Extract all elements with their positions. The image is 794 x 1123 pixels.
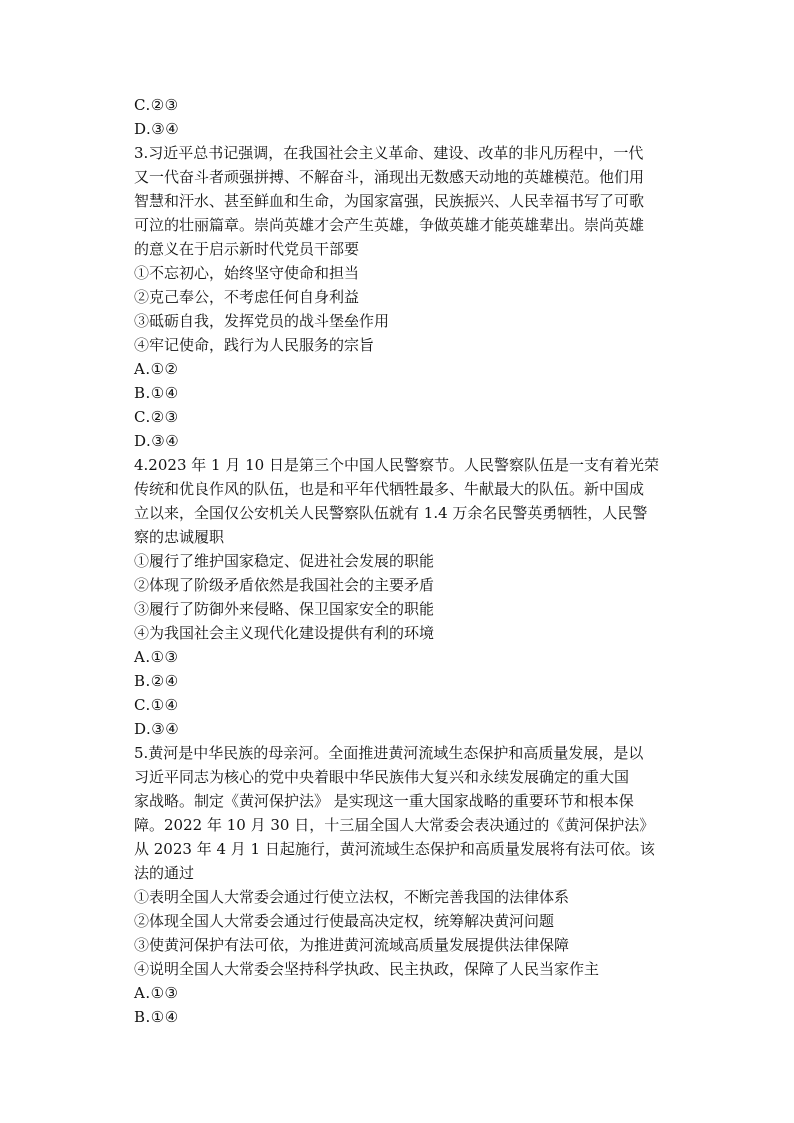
q5-stem-line: 从 2023 年 4 月 1 日起施行，黄河流域生态保护和高质量发展将有法可依。该	[134, 840, 655, 858]
q4-stem-line: 4.2023 年 1 月 10 日是第三个中国人民警察节。人民警察队伍是一支有着光荣	[134, 456, 659, 474]
q5-stem-line: 5.黄河是中华民族的母亲河。全面推进黄河流域生态保护和高质量发展，是以	[134, 744, 644, 762]
q5-item-3: ③使黄河保护有法可依，为推进黄河流域高质量发展提供法律保障	[134, 936, 570, 954]
q3-option-a: A.①②	[134, 360, 179, 378]
q4-option-d: D.③④	[134, 720, 180, 738]
q4-item-3: ③履行了防御外来侵略、保卫国家安全的职能	[134, 600, 435, 618]
q5-option-a: A.①③	[134, 984, 179, 1002]
q5-option-b: B.①④	[134, 1008, 179, 1026]
q4-item-4: ④为我国社会主义现代化建设提供有利的环境	[134, 624, 435, 642]
q2-option-c: C.②③	[134, 96, 179, 114]
q3-stem-line: 又一代奋斗者顽强拼搏、不解奋斗，涌现出无数感天动地的英雄模范。他们用	[134, 168, 645, 186]
q4-option-c: C.①④	[134, 696, 179, 714]
question-5	[134, 741, 664, 1029]
q4-stem-line: 察的忠诚履职	[134, 528, 225, 546]
q3-stem-line: 的意义在于启示新时代党员干部要	[134, 240, 360, 258]
q4-item-2: ②体现了阶级矛盾依然是我国社会的主要矛盾	[134, 576, 435, 594]
q3-option-d: D.③④	[134, 432, 180, 450]
q3-stem-line: 3.习近平总书记强调，在我国社会主义革命、建设、改革的非凡历程中，一代	[134, 144, 644, 162]
q3-item-1: ①不忘初心，始终坚守使命和担当	[134, 264, 360, 282]
q5-item-1: ①表明全国人大常委会通过行使立法权，不断完善我国的法律体系	[134, 888, 570, 906]
q4-option-a: A.①③	[134, 648, 179, 666]
q3-item-4: ④牢记使命，践行为人民服务的宗旨	[134, 336, 375, 354]
q3-stem-line: 智慧和汗水、甚至鲜血和生命，为国家富强，民族振兴、人民幸福书写了可歌	[134, 192, 645, 210]
q4-stem-line: 立以来，全国仅公安机关人民警察队伍就有 1.4 万余名民警英勇牺牲，人民警	[134, 504, 648, 522]
q4-item-1: ①履行了维护国家稳定、促进社会发展的职能	[134, 552, 435, 570]
q5-stem-line: 法的通过	[134, 864, 195, 882]
q5-item-4: ④说明全国人大常委会坚持科学执政、民主执政，保障了人民当家作主	[134, 960, 600, 978]
question-3	[134, 141, 664, 453]
q4-stem-line: 传统和优良作风的队伍，也是和平年代牺牲最多、牛献最大的队伍。新中国成	[134, 480, 645, 498]
q2-option-d: D.③④	[134, 120, 180, 138]
q3-option-b: B.①④	[134, 384, 179, 402]
q3-item-3: ③砥砺自我，发挥党员的战斗堡垒作用	[134, 312, 390, 330]
q5-stem-line: 障。2022 年 10 月 30 日，十三届全国人大常委会表决通过的《黄河保护法》	[134, 816, 655, 834]
q3-item-2: ②克己奉公，不考虑任何自身利益	[134, 288, 360, 306]
q5-stem-line: 家战略。制定《黄河保护法》 是实现这一重大国家战略的重要环节和根本保	[134, 792, 634, 810]
document-page	[134, 93, 664, 1029]
question-4	[134, 453, 664, 741]
q5-item-2: ②体现全国人大常委会通过行使最高决定权，统筹解决黄河问题	[134, 912, 555, 930]
q3-option-c: C.②③	[134, 408, 179, 426]
q3-stem-line: 可泣的壮丽篇章。崇尚英雄才会产生英雄，争做英雄才能英雄辈出。崇尚英雄	[134, 216, 645, 234]
q4-option-b: B.②④	[134, 672, 179, 690]
q5-stem-line: 习近平同志为核心的党中央着眼中华民族伟大复兴和永续发展确定的重大国	[134, 768, 630, 786]
